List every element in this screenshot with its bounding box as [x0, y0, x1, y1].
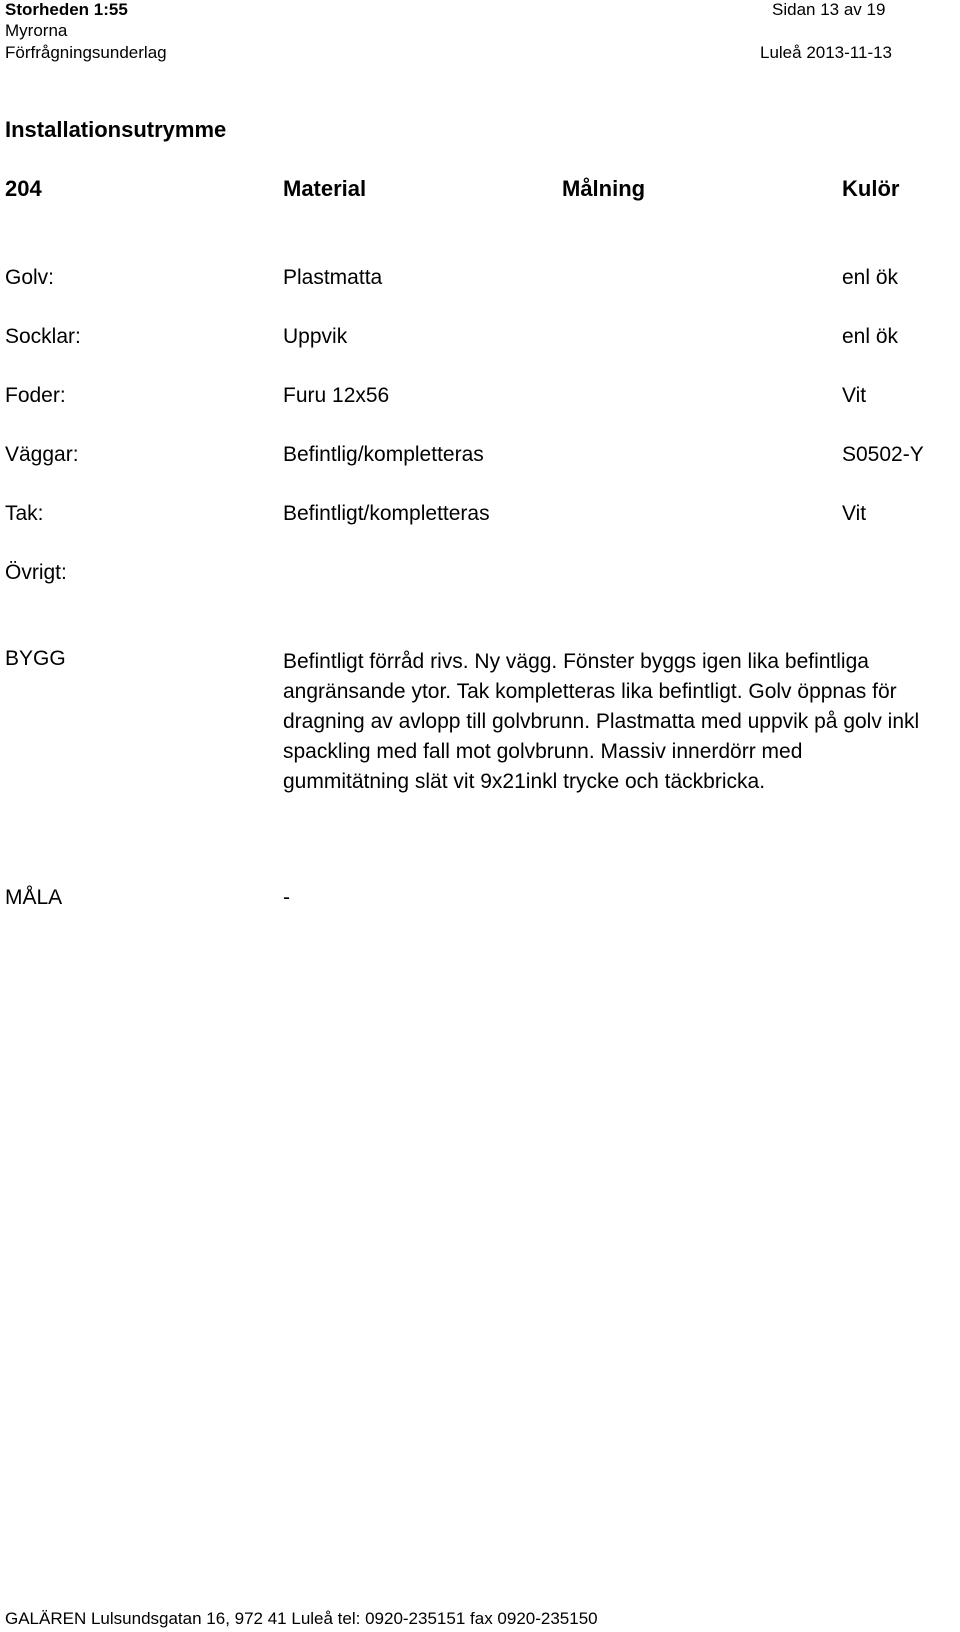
row-label: Väggar: [5, 443, 79, 466]
bygg-label: BYGG [5, 647, 66, 670]
row-color: Vit [842, 384, 867, 407]
project-name: Storheden 1:55 [5, 0, 128, 19]
row-color: S0502-Y [842, 443, 924, 466]
footer-contact: GALÄREN Lulsundsgatan 16, 972 41 Luleå tel: 0920-235151 fax 0920-235150 [5, 1609, 598, 1628]
mala-text: - [283, 886, 290, 909]
room-number: 204 [5, 176, 42, 201]
row-color: Vit [842, 502, 867, 525]
document-type: Förfrågningsunderlag [5, 43, 167, 62]
row-material: Befintlig/kompletteras [283, 443, 484, 466]
row-material: Plastmatta [283, 266, 383, 289]
row-color: enl ök [842, 266, 899, 289]
page-number: Sidan 13 av 19 [772, 0, 886, 19]
row-label: Socklar: [5, 325, 81, 348]
row-material: Befintligt/kompletteras [283, 502, 490, 525]
row-label: Foder: [5, 384, 66, 407]
color-heading: Kulör [842, 176, 900, 201]
bygg-description: Befintligt förråd rivs. Ny vägg. Fönster byggs igen lika befintliga angränsande ytor. Tak kompletteras lika befintligt. Golv öppnas för dragning av avlopp till golvbrunn. Plastmatta med uppvik på golv inkl spackling med fall mot golvbrunn. Massiv innerdörr med gummitätning slät vit 9x21inkl trycke och täckbricka. [283, 650, 920, 793]
other-label: Övrigt: [5, 561, 67, 584]
mala-label: MÅLA [5, 886, 63, 909]
row-label: Golv: [5, 266, 55, 289]
row-label: Tak: [5, 502, 44, 525]
place-date: Luleå 2013-11-13 [760, 43, 893, 62]
row-color: enl ök [842, 325, 899, 348]
client-name: Myrorna [5, 21, 68, 40]
row-material: Furu 12x56 [283, 384, 390, 407]
section-title: Installationsutrymme [5, 117, 227, 142]
painting-heading: Målning [562, 176, 646, 201]
material-heading: Material [283, 176, 367, 201]
row-material: Uppvik [283, 325, 348, 348]
